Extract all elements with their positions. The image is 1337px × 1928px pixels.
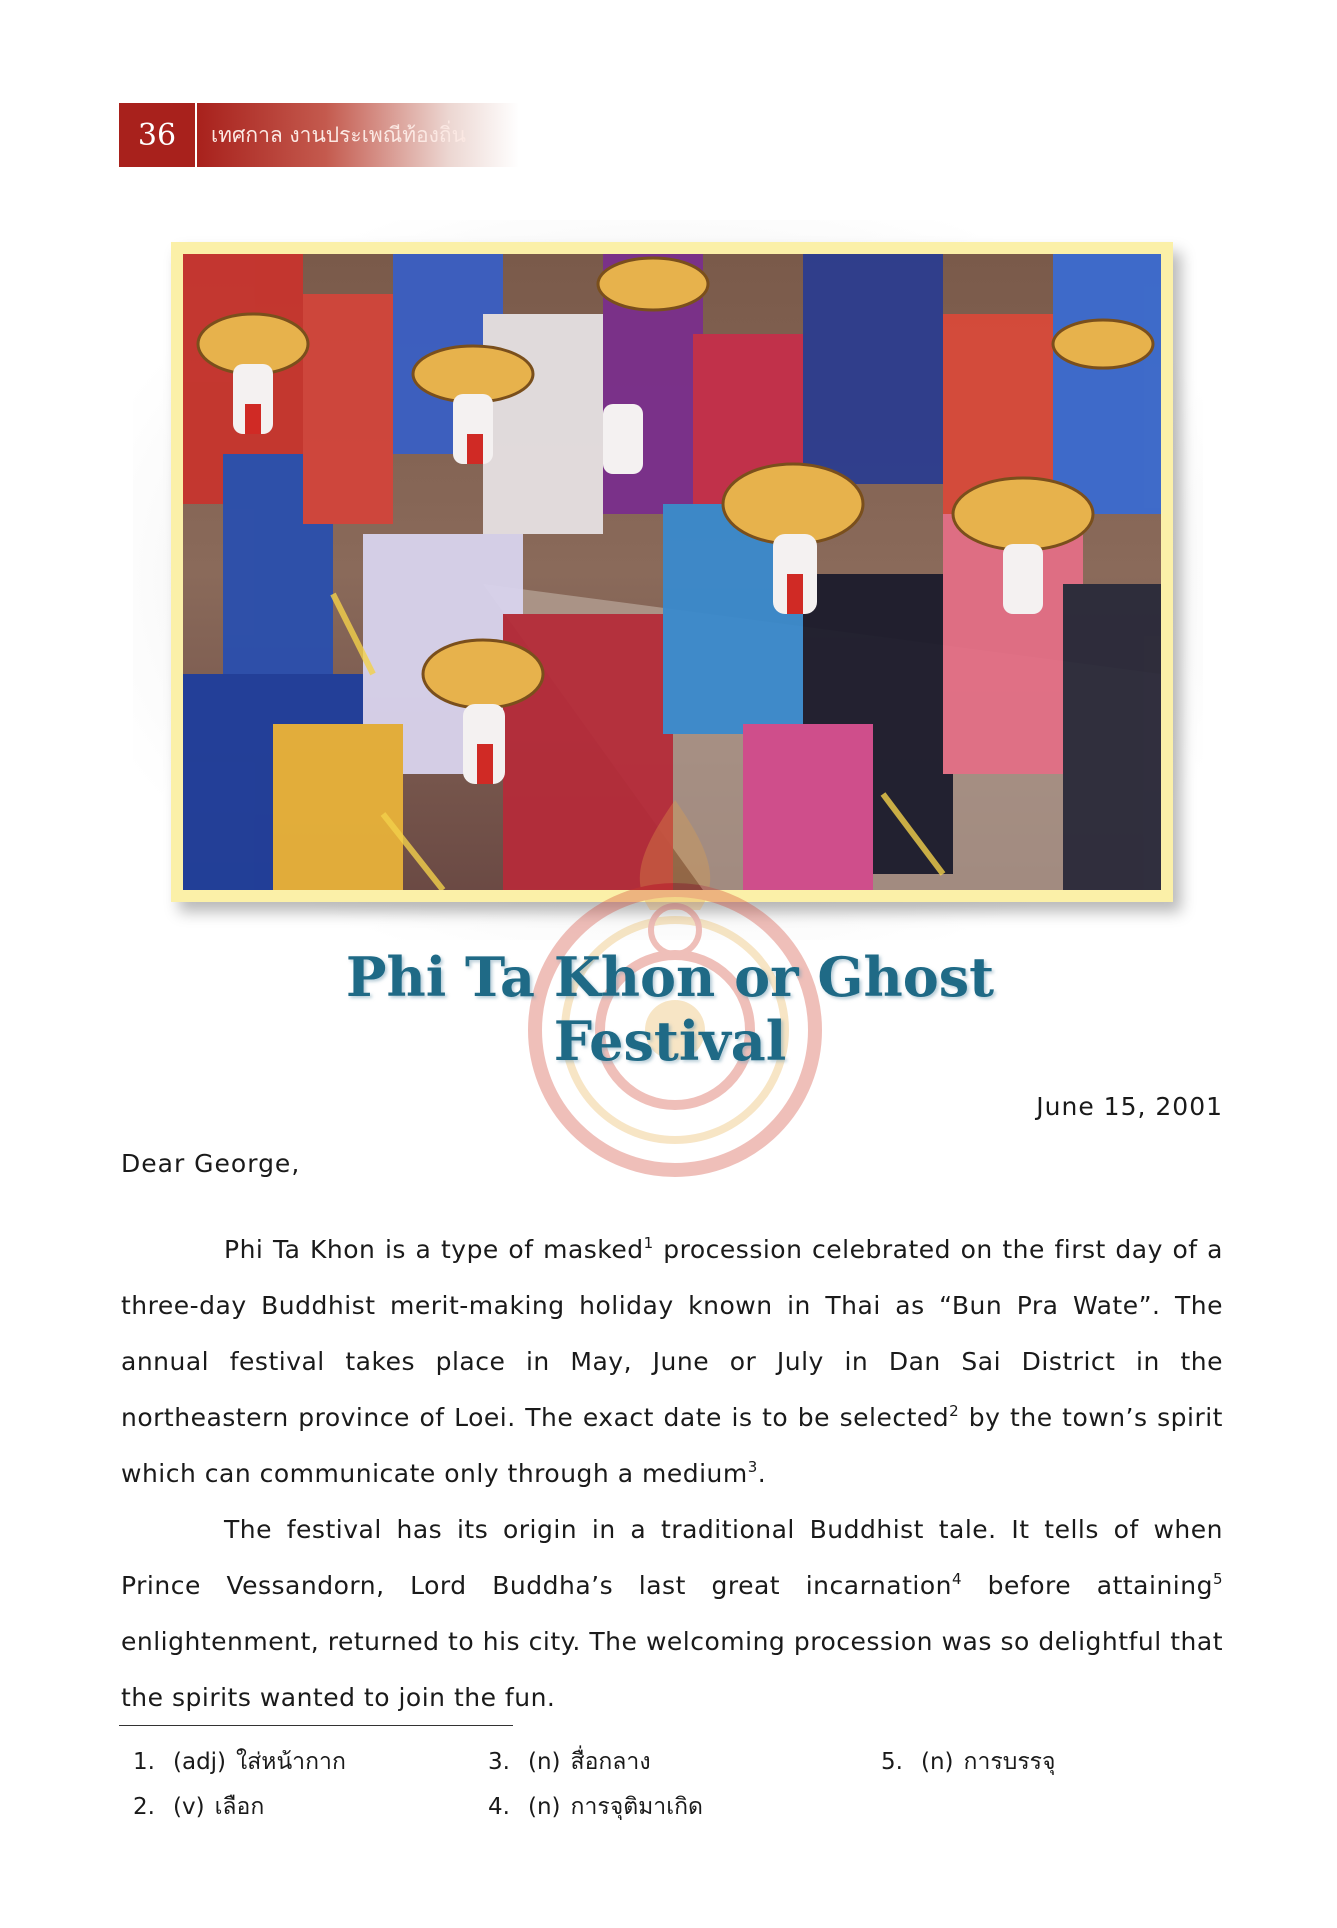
glossary-meaning: ใส่หน้ากาก — [236, 1749, 346, 1775]
glossary-number: 5. — [881, 1749, 903, 1775]
glossary-number: 1. — [133, 1749, 155, 1775]
footnote-marker: 2 — [949, 1402, 960, 1420]
letter-body — [121, 1222, 1223, 1726]
glossary-meaning: สื่อกลาง — [570, 1749, 651, 1775]
glossary-pos: (n) — [921, 1749, 954, 1775]
glossary-number: 3. — [488, 1749, 510, 1775]
glossary-pos: (n) — [528, 1749, 561, 1775]
glossary-pos: (adj) — [173, 1749, 227, 1775]
paragraph-1 — [121, 1222, 1223, 1502]
paragraph-text: . — [757, 1459, 767, 1488]
glossary-item — [133, 1789, 264, 1825]
glossary-number: 2. — [133, 1794, 155, 1820]
page-number: 36 — [119, 103, 195, 167]
paragraph-text: Phi Ta Khon is a type of masked — [224, 1235, 644, 1264]
festival-title: Phi Ta Khon or Ghost Festival — [345, 945, 995, 1073]
section-title: เทศกาล งานประเพณีท้องถิ่น — [197, 103, 519, 167]
footnote-divider — [119, 1725, 513, 1726]
glossary-item — [488, 1789, 703, 1825]
footnote-marker: 3 — [747, 1458, 758, 1476]
paragraph-text: The festival has its origin in a traditional Buddhist tale. It tells of when Prince Vessandorn, Lord Buddha’s last great incarnation — [121, 1515, 1223, 1600]
footnote-marker: 4 — [951, 1570, 963, 1588]
footnote-marker: 5 — [1212, 1570, 1223, 1588]
glossary-item — [488, 1744, 651, 1780]
glossary-pos: (v) — [173, 1794, 205, 1820]
paragraph-text: procession celebrated on the first day of a three-day Buddhist merit-making holiday known in Thai as “Bun Pra Wate”. The annual festival takes place in May, June or July in Dan Sai District in the northeastern province of Loei. The exact date is to be selected — [121, 1235, 1224, 1432]
letter-date: June 15, 2001 — [1036, 1092, 1223, 1121]
page-header — [119, 103, 519, 167]
paragraph-text: before attaining — [962, 1571, 1213, 1600]
glossary-pos: (n) — [528, 1794, 561, 1820]
glossary-meaning: การบรรจุ — [963, 1749, 1056, 1775]
footnote-marker: 1 — [643, 1234, 654, 1252]
paragraph-2 — [121, 1502, 1223, 1726]
salutation: Dear George, — [121, 1149, 301, 1178]
paragraph-text: enlightenment, returned to his city. The welcoming procession was so delightful that the spirits wanted to join the fun. — [121, 1627, 1223, 1712]
glossary-meaning: เลือก — [214, 1794, 265, 1820]
glossary-item — [881, 1744, 1056, 1780]
glossary-meaning: การจุติมาเกิด — [570, 1794, 703, 1820]
paragraph-text: by the town’s spirit which can communicate only through a medium — [121, 1403, 1223, 1488]
glossary-number: 4. — [488, 1794, 510, 1820]
glossary-item — [133, 1744, 346, 1780]
